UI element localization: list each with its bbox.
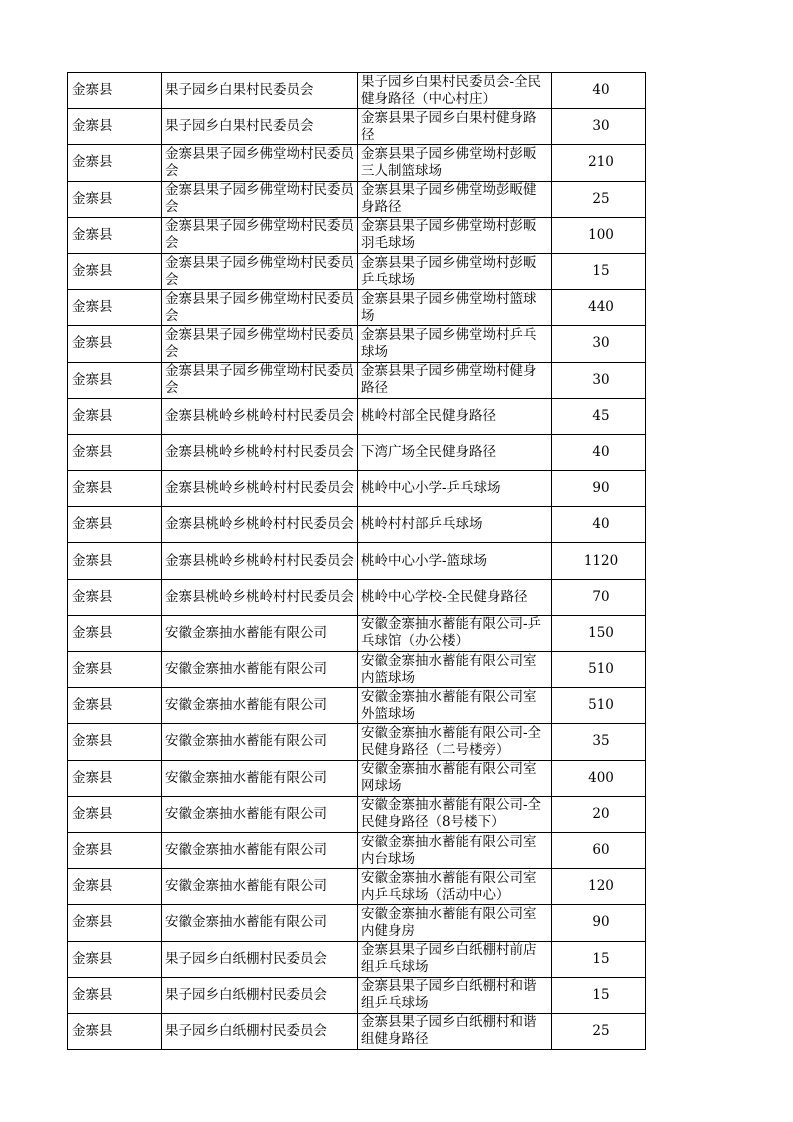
unit-cell: 金寨县桃岭乡桃岭村村民委员会 (162, 434, 358, 470)
area-cell: 510 (552, 652, 646, 688)
table-row (68, 688, 646, 724)
table-row (68, 652, 646, 688)
county-cell: 金寨县 (68, 109, 162, 145)
unit-cell: 安徽金寨抽水蓄能有限公司 (162, 760, 358, 796)
table-row (68, 145, 646, 181)
venue-cell: 金寨县果子园乡佛堂坳村彭畈三人制篮球场 (358, 145, 552, 181)
table-row (68, 977, 646, 1013)
table-row (68, 579, 646, 615)
area-cell: 90 (552, 471, 646, 507)
area-cell: 40 (552, 507, 646, 543)
unit-cell: 金寨县果子园乡佛堂坳村民委员会 (162, 253, 358, 289)
county-cell: 金寨县 (68, 217, 162, 253)
table-row (68, 109, 646, 145)
county-cell: 金寨县 (68, 688, 162, 724)
area-cell: 30 (552, 362, 646, 398)
venue-cell: 下湾广场全民健身路径 (358, 434, 552, 470)
venue-cell: 安徽金寨抽水蓄能有限公司室网球场 (358, 760, 552, 796)
table-row (68, 326, 646, 362)
county-cell: 金寨县 (68, 905, 162, 941)
area-cell: 35 (552, 724, 646, 760)
unit-cell: 金寨县桃岭乡桃岭村村民委员会 (162, 507, 358, 543)
unit-cell: 安徽金寨抽水蓄能有限公司 (162, 652, 358, 688)
table-row (68, 290, 646, 326)
county-cell: 金寨县 (68, 507, 162, 543)
venue-cell: 安徽金寨抽水蓄能有限公司室外篮球场 (358, 688, 552, 724)
county-cell: 金寨县 (68, 760, 162, 796)
unit-cell: 金寨县果子园乡佛堂坳村民委员会 (162, 290, 358, 326)
venue-cell: 金寨县果子园乡白纸棚村和谐组乒乓球场 (358, 977, 552, 1013)
venue-cell: 金寨县果子园乡佛堂坳村乒乓球场 (358, 326, 552, 362)
venue-cell: 桃岭村部全民健身路径 (358, 398, 552, 434)
area-cell: 400 (552, 760, 646, 796)
area-cell: 30 (552, 109, 646, 145)
table-row (68, 832, 646, 868)
county-cell: 金寨县 (68, 869, 162, 905)
unit-cell: 安徽金寨抽水蓄能有限公司 (162, 615, 358, 651)
county-cell: 金寨县 (68, 73, 162, 109)
county-cell: 金寨县 (68, 434, 162, 470)
table-row (68, 941, 646, 977)
venue-cell: 金寨县果子园乡佛堂坳村篮球场 (358, 290, 552, 326)
county-cell: 金寨县 (68, 796, 162, 832)
unit-cell: 安徽金寨抽水蓄能有限公司 (162, 724, 358, 760)
table-row (68, 73, 646, 109)
venue-cell: 安徽金寨抽水蓄能有限公司室内篮球场 (358, 652, 552, 688)
area-cell: 15 (552, 941, 646, 977)
unit-cell: 果子园乡白纸棚村民委员会 (162, 941, 358, 977)
unit-cell: 安徽金寨抽水蓄能有限公司 (162, 832, 358, 868)
table-row (68, 905, 646, 941)
table-row (68, 1013, 646, 1049)
table-row (68, 398, 646, 434)
unit-cell: 果子园乡白果村民委员会 (162, 73, 358, 109)
table-row (68, 471, 646, 507)
table-row (68, 760, 646, 796)
venue-cell: 金寨县果子园乡佛堂坳村彭畈乒乓球场 (358, 253, 552, 289)
unit-cell: 金寨县桃岭乡桃岭村村民委员会 (162, 398, 358, 434)
table-row (68, 253, 646, 289)
venue-cell: 桃岭中心学校-全民健身路径 (358, 579, 552, 615)
area-cell: 40 (552, 434, 646, 470)
unit-cell: 金寨县桃岭乡桃岭村村民委员会 (162, 543, 358, 579)
venue-cell: 金寨县果子园乡佛堂坳彭畈健身路径 (358, 181, 552, 217)
venue-cell: 金寨县果子园乡白纸棚村前店组乒乓球场 (358, 941, 552, 977)
county-cell: 金寨县 (68, 326, 162, 362)
venue-cell: 果子园乡白果村民委员会-全民健身路径（中心村庄） (358, 73, 552, 109)
county-cell: 金寨县 (68, 832, 162, 868)
unit-cell: 金寨县果子园乡佛堂坳村民委员会 (162, 217, 358, 253)
unit-cell: 安徽金寨抽水蓄能有限公司 (162, 869, 358, 905)
county-cell: 金寨县 (68, 1013, 162, 1049)
area-cell: 40 (552, 73, 646, 109)
venue-cell: 桃岭中心小学-篮球场 (358, 543, 552, 579)
area-cell: 100 (552, 217, 646, 253)
table-row (68, 796, 646, 832)
area-cell: 25 (552, 181, 646, 217)
county-cell: 金寨县 (68, 290, 162, 326)
unit-cell: 金寨县果子园乡佛堂坳村民委员会 (162, 326, 358, 362)
county-cell: 金寨县 (68, 724, 162, 760)
unit-cell: 安徽金寨抽水蓄能有限公司 (162, 796, 358, 832)
venue-table-sheet (67, 72, 646, 1050)
venue-table-body (68, 73, 646, 1050)
table-row (68, 217, 646, 253)
venue-cell: 安徽金寨抽水蓄能有限公司室内健身房 (358, 905, 552, 941)
venue-cell: 安徽金寨抽水蓄能有限公司室内台球场 (358, 832, 552, 868)
table-row (68, 724, 646, 760)
area-cell: 120 (552, 869, 646, 905)
area-cell: 510 (552, 688, 646, 724)
table-row (68, 615, 646, 651)
unit-cell: 金寨县果子园乡佛堂坳村民委员会 (162, 362, 358, 398)
county-cell: 金寨县 (68, 652, 162, 688)
county-cell: 金寨县 (68, 941, 162, 977)
venue-cell: 安徽金寨抽水蓄能有限公司室内乒乓球场（活动中心） (358, 869, 552, 905)
county-cell: 金寨县 (68, 615, 162, 651)
unit-cell: 安徽金寨抽水蓄能有限公司 (162, 688, 358, 724)
unit-cell: 金寨县果子园乡佛堂坳村民委员会 (162, 181, 358, 217)
unit-cell: 金寨县桃岭乡桃岭村村民委员会 (162, 579, 358, 615)
county-cell: 金寨县 (68, 543, 162, 579)
county-cell: 金寨县 (68, 145, 162, 181)
county-cell: 金寨县 (68, 977, 162, 1013)
table-row (68, 543, 646, 579)
area-cell: 25 (552, 1013, 646, 1049)
venue-table (67, 72, 646, 1050)
area-cell: 15 (552, 977, 646, 1013)
county-cell: 金寨县 (68, 579, 162, 615)
venue-cell: 桃岭中心小学-乒乓球场 (358, 471, 552, 507)
venue-cell: 金寨县果子园乡白果村健身路径 (358, 109, 552, 145)
area-cell: 90 (552, 905, 646, 941)
table-row (68, 869, 646, 905)
area-cell: 150 (552, 615, 646, 651)
unit-cell: 金寨县果子园乡佛堂坳村民委员会 (162, 145, 358, 181)
area-cell: 45 (552, 398, 646, 434)
county-cell: 金寨县 (68, 398, 162, 434)
area-cell: 60 (552, 832, 646, 868)
county-cell: 金寨县 (68, 362, 162, 398)
venue-cell: 安徽金寨抽水蓄能有限公司-全民健身路径（8号楼下） (358, 796, 552, 832)
county-cell: 金寨县 (68, 181, 162, 217)
table-row (68, 507, 646, 543)
area-cell: 15 (552, 253, 646, 289)
unit-cell: 金寨县桃岭乡桃岭村村民委员会 (162, 471, 358, 507)
county-cell: 金寨县 (68, 471, 162, 507)
area-cell: 30 (552, 326, 646, 362)
venue-cell: 金寨县果子园乡佛堂坳村健身路径 (358, 362, 552, 398)
venue-cell: 安徽金寨抽水蓄能有限公司-乒乓球馆（办公楼） (358, 615, 552, 651)
venue-cell: 桃岭村村部乒乓球场 (358, 507, 552, 543)
unit-cell: 果子园乡白果村民委员会 (162, 109, 358, 145)
unit-cell: 果子园乡白纸棚村民委员会 (162, 977, 358, 1013)
county-cell: 金寨县 (68, 253, 162, 289)
area-cell: 20 (552, 796, 646, 832)
unit-cell: 果子园乡白纸棚村民委员会 (162, 1013, 358, 1049)
unit-cell: 安徽金寨抽水蓄能有限公司 (162, 905, 358, 941)
venue-cell: 安徽金寨抽水蓄能有限公司-全民健身路径（二号楼旁） (358, 724, 552, 760)
table-row (68, 181, 646, 217)
venue-cell: 金寨县果子园乡佛堂坳村彭畈羽毛球场 (358, 217, 552, 253)
area-cell: 1120 (552, 543, 646, 579)
table-row (68, 434, 646, 470)
area-cell: 70 (552, 579, 646, 615)
area-cell: 440 (552, 290, 646, 326)
venue-cell: 金寨县果子园乡白纸棚村和谐组健身路径 (358, 1013, 552, 1049)
area-cell: 210 (552, 145, 646, 181)
table-row (68, 362, 646, 398)
